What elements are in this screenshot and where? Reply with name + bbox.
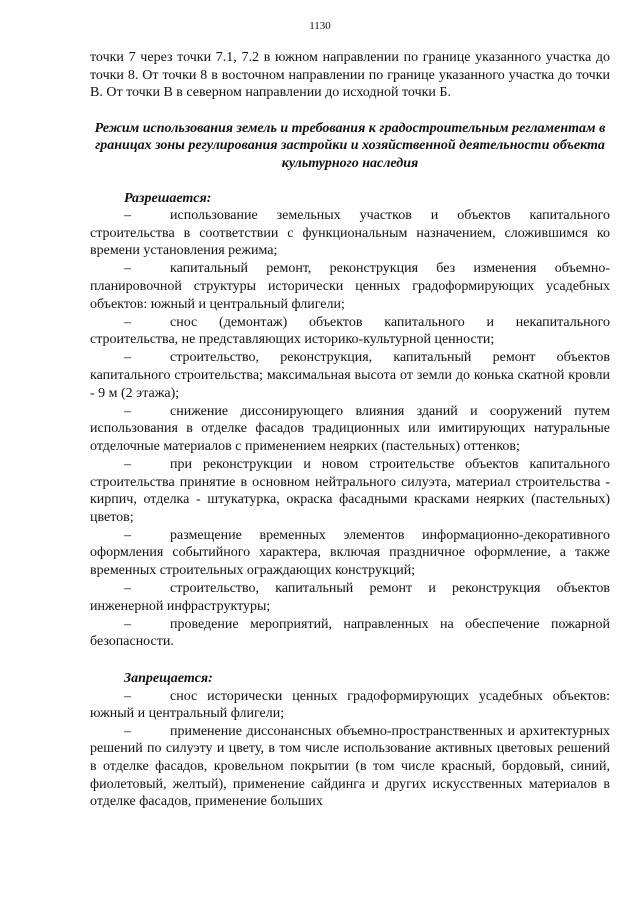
prohibited-label: Запрещается: <box>124 671 213 686</box>
intro-paragraph: точки 7 через точки 7.1, 7.2 в южном направлении по границе указанного участка до точки 8. От точки 8 в восточном направлении по границе указанного участка до точки В. От точки В в северном направлении до исходной точки Б. <box>90 50 610 101</box>
list-item <box>90 456 610 526</box>
list-item-text: снижение диссонирующего влияния зданий и сооружений путем использования в отделке фасадов традиционных или имитирующих натуральные отделочные материалов с применением неярких (пастельных) оттенков; <box>90 403 610 454</box>
list-item-text: при реконструкции и новом строительстве объектов капитального строительства принятие в основном нейтрального силуэта, материал строительства - кирпич, отделка - штукатурка, окраска фасадными красками неярких (пастельных) цветов; <box>90 456 610 525</box>
dash-marker: – <box>124 456 131 472</box>
list-item <box>90 349 610 402</box>
dash-marker: – <box>124 723 131 739</box>
allowed-list <box>90 207 610 651</box>
allowed-label: Разрешается: <box>124 190 212 206</box>
list-item-text: строительство, капитальный ремонт и реконструкция объектов инженерной инфраструктуры; <box>90 581 610 614</box>
list-item-text: строительство, реконструкция, капитальный ремонт объектов капитального строительства; максимальная высота от земли до конька скатной кровли - 9 м (2 этажа); <box>90 350 610 401</box>
dash-marker: – <box>124 208 131 224</box>
section-heading: Режим использования земель и требования к градостроительным регламентам в границах зоны регулирования застройки и хозяйственной деятельности объекта культурного наследия <box>94 120 606 171</box>
list-item <box>90 527 610 580</box>
list-item <box>90 688 610 723</box>
list-item-text: капитальный ремонт, реконструкция без изменения объемно-планировочной структуры исторически ценных градоформирующих усадебных объектов: южный и центральный флигели; <box>90 261 610 312</box>
page-number: 1130 <box>309 20 331 32</box>
list-item <box>90 723 610 811</box>
dash-marker: – <box>124 350 131 366</box>
dash-marker: – <box>124 527 131 543</box>
dash-marker: – <box>124 314 131 330</box>
list-item <box>90 207 610 260</box>
dash-marker: – <box>124 261 131 277</box>
list-item <box>90 260 610 313</box>
list-item <box>90 616 610 651</box>
list-item-text: использование земельных участков и объектов капитального строительства в соответствии с функциональным назначением, сложившимся ко времени установления режима; <box>90 208 610 259</box>
dash-marker: – <box>124 616 131 632</box>
prohibited-list <box>90 688 610 811</box>
document-body <box>90 49 610 811</box>
dash-marker: – <box>124 581 131 597</box>
list-item-text: снос исторически ценных градоформирующих усадебных объектов: южный и центральный флигели; <box>90 688 610 722</box>
dash-marker: – <box>124 688 131 704</box>
list-item-text: снос (демонтаж) объектов капитального и некапитального строительства, не представляющих историко-культурной ценности; <box>90 314 610 348</box>
list-item <box>90 580 610 615</box>
dash-marker: – <box>124 403 131 419</box>
list-item <box>90 314 610 349</box>
list-item-text: проведение мероприятий, направленных на обеспечение пожарной безопасности. <box>90 616 610 650</box>
list-item-text: размещение временных элементов информационно-декоративного оформления событийного характера, включая праздничное оформление, а также временных строительных ограждающих конструкций; <box>90 527 610 579</box>
list-item-text: применение диссонансных объемно-пространственных и архитектурных решений по силуэту и цвету, в том числе использование активных цветовых решений в отделке фасадов, кровельном покрытии (в том числе красный, бордовый, синий, фиолетовый, желтый), применение сайдинга и других искусственных материалов в отделке фасадов, применение больших <box>90 723 610 810</box>
list-item <box>90 403 610 456</box>
